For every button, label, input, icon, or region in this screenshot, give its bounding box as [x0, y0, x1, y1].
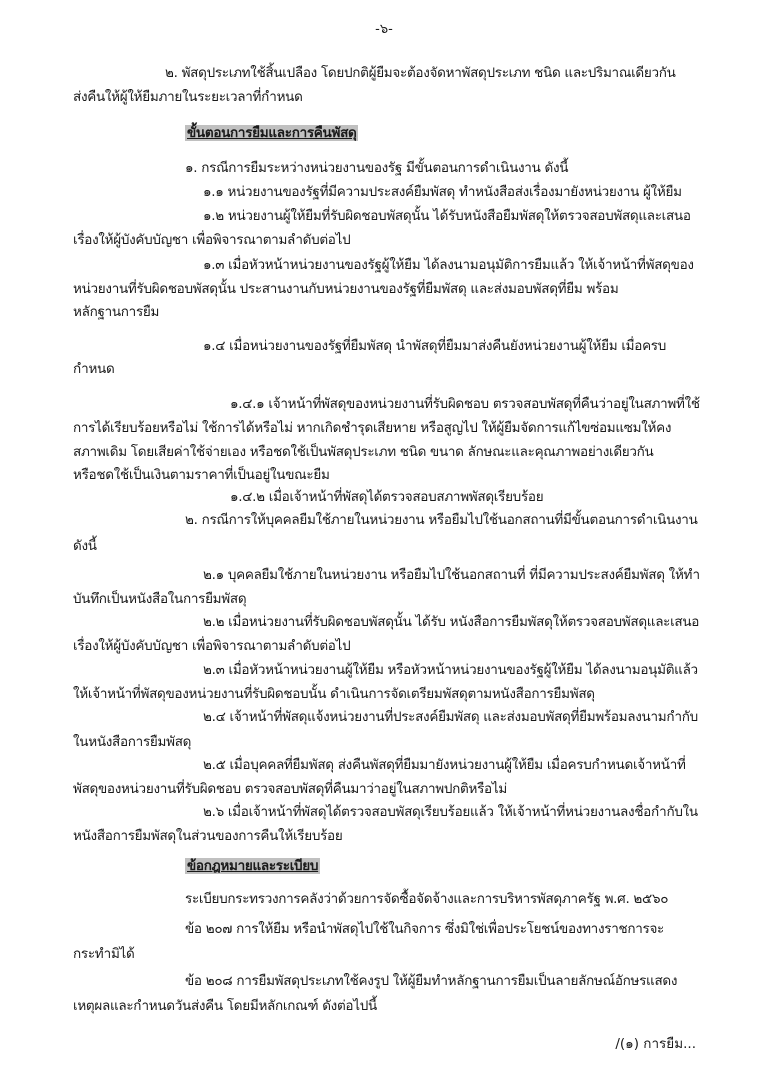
text-line: ๑.๑ หน่วยงานของรัฐที่มีความประสงค์ยืมพัสดุ ทำหนังสือส่งเรื่องมายังหน่วยงาน ผู้ให้ยืม [203, 184, 682, 200]
text-line: ๒. พัสดุประเภทใช้สิ้นเปลือง โดยปกติผู้ยืมจะต้องจัดหาพัสดุประเภท ชนิด และปริมาณเดียวกัน [165, 65, 676, 81]
text-line: เรื่องให้ผู้บังคับบัญชา เพื่อพิจารณาตามลำดับต่อไป [73, 638, 351, 654]
text-line: ดังนี้ [73, 538, 97, 554]
text-line: พัสดุของหน่วยงานที่รับผิดชอบ ตรวจสอบพัสดุที่คืนมาว่าอยู่ในสภาพปกติหรือไม่ [73, 781, 507, 797]
text-line: หน่วยงานที่รับผิดชอบพัสดุนั้น ประสานงานกับหน่วยงานของรัฐที่ยืมพัสดุ และส่งมอบพัสดุที่ยืม พร้อม [73, 281, 619, 297]
text-line: ๑.๓ เมื่อหัวหน้าหน่วยงานของรัฐผู้ให้ยืม ได้ลงนามอนุมัติการยืมแล้ว ให้เจ้าหน้าที่พัสดุของ [203, 257, 694, 273]
text-line: ๑. กรณีการยืมระหว่างหน่วยงานของรัฐ มีขั้นตอนการดำเนินงาน ดังนี้ [185, 160, 569, 176]
text-line: เหตุผลและกำหนดวันส่งคืน โดยมีหลักเกณฑ์ ดังต่อไปนี้ [73, 998, 377, 1014]
text-line: หนังสือการยืมพัสดุในส่วนของการคืนให้เรียบร้อย [73, 828, 343, 844]
text-line: ๒.๒ เมื่อหน่วยงานที่รับผิดชอบพัสดุนั้น ได้รับ หนังสือการยืมพัสดุให้ตรวจสอบพัสดุและเสนอ [203, 614, 700, 630]
text-line: ๒.๑ บุคคลยืมใช้ภายในหน่วยงาน หรือยืมไปใช้นอกสถานที่ ที่มีความประสงค์ยืมพัสดุ ให้ทำ [203, 567, 700, 583]
text-line: ๒.๖ เมื่อเจ้าหน้าที่พัสดุได้ตรวจสอบพัสดุเรียบร้อยแล้ว ให้เจ้าหน้าที่หน่วยงานลงชื่อกำกับใน [203, 804, 698, 820]
continuation-footer: /(๑) การยืม... [615, 1036, 696, 1052]
text-line: เรื่องให้ผู้บังคับบัญชา เพื่อพิจารณาตามลำดับต่อไป [73, 232, 351, 248]
text-line: ๒.๕ เมื่อบุคคลที่ยืมพัสดุ ส่งคืนพัสดุที่ยืมมายังหน่วยงานผู้ให้ยืม เมื่อครบกำหนดเจ้าหน้าที่ [203, 757, 686, 773]
text-line: หรือชดใช้เป็นเงินตามราคาที่เป็นอยู่ในขณะยืม [73, 467, 330, 483]
text-line: บันทึกเป็นหนังสือในการยืมพัสดุ [73, 591, 247, 607]
text-line: ๒.๔ เจ้าหน้าที่พัสดุแจ้งหน่วยงานที่ประสงค์ยืมพัสดุ และส่งมอบพัสดุที่ยืมพร้อมลงนามกำกับ [203, 709, 698, 725]
text-line: ข้อ ๒๐๘ การยืมพัสดุประเภทใช้คงรูป ให้ผู้ยืมทำหลักฐานการยืมเป็นลายลักษณ์อักษรแสดง [185, 973, 678, 989]
text-line: ๑.๔.๑ เจ้าหน้าที่พัสดุของหน่วยงานที่รับผิดชอบ ตรวจสอบพัสดุที่คืนว่าอยู่ในสภาพที่ใช้ [230, 396, 700, 412]
text-line: ส่งคืนให้ผู้ให้ยืมภายในระยะเวลาที่กำหนด [73, 89, 303, 105]
text-line: ๑.๔ เมื่อหน่วยงานของรัฐที่ยืมพัสดุ นำพัสดุที่ยืมมาส่งคืนยังหน่วยงานผู้ให้ยืม เมื่อครบ [203, 338, 667, 354]
section-heading-text: ข้อกฎหมายและระเบียบ [187, 858, 319, 874]
text-line: ๑.๒ หน่วยงานผู้ให้ยืมที่รับผิดชอบพัสดุนั้น ได้รับหนังสือยืมพัสดุให้ตรวจสอบพัสดุและเสนอ [203, 208, 691, 224]
text-line: ๒.๓ เมื่อหัวหน้าหน่วยงานผู้ให้ยืม หรือหัวหน้าหน่วยงานของรัฐผู้ให้ยืม ได้ลงนามอนุมัติแล้ว [203, 662, 698, 678]
text-line: ๑.๔.๒ เมื่อเจ้าหน้าที่พัสดุได้ตรวจสอบสภาพพัสดุเรียบร้อย [230, 489, 544, 505]
section-heading [185, 857, 320, 875]
text-line: ให้เจ้าหน้าที่พัสดุของหน่วยงานที่รับผิดชอบนั้น ดำเนินการจัดเตรียมพัสดุตามหนังสือการยืมพัสดุ [73, 686, 595, 702]
section-heading-text: ขั้นตอนการยืมและการคืนพัสดุ [187, 125, 357, 141]
text-line: ในหนังสือการยืมพัสดุ [73, 734, 192, 750]
text-line: ระเบียบกระทรวงการคลังว่าด้วยการจัดซื้อจัดจ้างและการบริหารพัสดุภาครัฐ พ.ศ. ๒๕๖๐ [185, 891, 669, 907]
text-line: ๒. กรณีการให้บุคคลยืมใช้ภายในหน่วยงาน หรือยืมไปใช้นอกสถานที่มีขั้นตอนการดำเนินงาน [185, 512, 698, 528]
page-number: -๖- [375, 22, 393, 37]
text-line: กำหนด [73, 361, 115, 377]
section-heading [185, 124, 358, 142]
text-line: กระทำมิได้ [73, 946, 135, 962]
text-line: การได้เรียบร้อยหรือไม่ ใช้การได้หรือไม่ หากเกิดชำรุดเสียหาย หรือสูญไป ให้ผู้ยืมจัดการแก้ไขซ่อมแซมให้คง [73, 420, 672, 436]
text-line: สภาพเดิม โดยเสียค่าใช้จ่ายเอง หรือชดใช้เป็นพัสดุประเภท ชนิด ขนาด ลักษณะและคุณภาพอย่างเดียวกัน [73, 444, 654, 460]
text-line: ข้อ ๒๐๗ การให้ยืม หรือนำพัสดุไปใช้ในกิจการ ซึ่งมิใช่เพื่อประโยชน์ของทางราชการจะ [185, 921, 665, 937]
text-line: หลักฐานการยืม [73, 304, 160, 320]
